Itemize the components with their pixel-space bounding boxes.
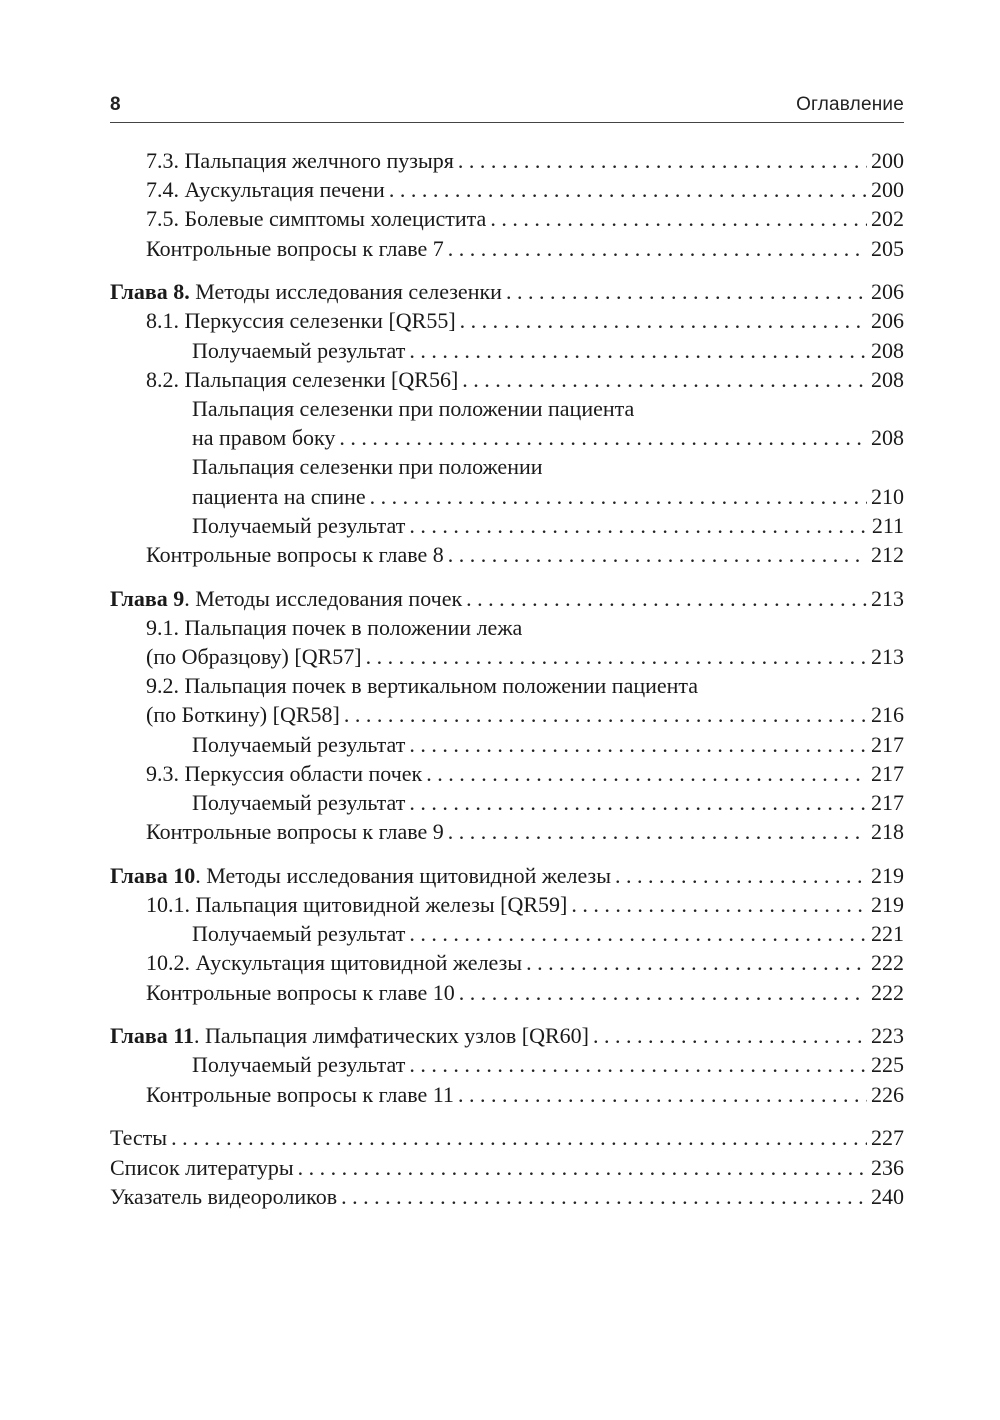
toc-entry[interactable] (110, 642, 904, 671)
toc-entry-title: 10.2. Аускультация щитовидной железы (146, 950, 523, 976)
toc-page-number: 205 (871, 235, 904, 261)
dot-leader (448, 817, 867, 846)
toc-entry-title: Контрольные вопросы к главе 11 (146, 1081, 454, 1107)
toc-page-number: 200 (871, 148, 904, 173)
dot-leader (426, 759, 867, 788)
toc-entry-title: 7.4. Аускультация печени (146, 177, 385, 203)
toc-page-number: 212 (871, 541, 904, 567)
dot-leader (409, 336, 867, 365)
dot-leader (298, 1153, 867, 1182)
dot-leader (460, 306, 867, 335)
dot-leader (458, 1080, 867, 1109)
chapter-title-text: Методы исследования селезенки (189, 279, 502, 305)
toc-chapter-entry[interactable] (110, 1021, 904, 1050)
toc-entry-title: 7.5. Болевые симптомы холецистита (146, 206, 487, 232)
toc-entry-line1[interactable]: Пальпация селезенки при положении пациента (192, 396, 635, 421)
dot-leader (448, 540, 867, 569)
toc-entry[interactable] (110, 336, 904, 365)
toc-entry-title: Контрольные вопросы к главе 9 (146, 819, 444, 845)
toc-entry[interactable] (110, 948, 904, 977)
chapter-label: Глава 8. (110, 279, 190, 305)
chapter-title-text: . Методы исследования почек (184, 585, 463, 611)
toc-chapter-entry[interactable] (110, 584, 904, 613)
toc-page-number: 227 (871, 1125, 904, 1151)
toc-entry-title: Получаемый результат (192, 1052, 406, 1078)
toc-entry[interactable] (110, 1182, 904, 1211)
toc-page-number: 202 (871, 206, 904, 232)
page-header (110, 94, 904, 123)
toc-entry[interactable] (110, 511, 904, 540)
toc-entry[interactable] (110, 759, 904, 788)
toc-page-number: 226 (871, 1081, 904, 1107)
toc-page-number: 213 (871, 644, 904, 669)
toc-entry-title: (по Боткину) [QR58] (146, 702, 340, 728)
chapter-label: Глава 11 (110, 1023, 195, 1049)
dot-leader (409, 511, 868, 540)
toc-page-number: 200 (871, 177, 904, 203)
toc-page-number: 208 (871, 337, 904, 363)
toc-page-number: 225 (871, 1052, 904, 1078)
dot-leader (409, 919, 867, 948)
dot-leader (409, 788, 867, 817)
toc-entry-title: 7.3. Пальпация желчного пузыря (146, 148, 454, 173)
toc-chapter-title (110, 861, 611, 890)
toc-entry-title: Контрольные вопросы к главе 10 (146, 979, 455, 1005)
table-of-contents (110, 146, 904, 1211)
toc-entry-line1[interactable]: 9.1. Пальпация почек в положении лежа (146, 614, 523, 640)
toc-entry[interactable] (110, 1080, 904, 1109)
dot-leader (389, 175, 867, 204)
toc-entry[interactable] (110, 306, 904, 335)
toc-entry[interactable] (110, 1050, 904, 1079)
toc-entry-title: Контрольные вопросы к главе 7 (146, 235, 444, 261)
toc-entry-title: 9.3. Перкуссия области почек (146, 760, 423, 786)
toc-page-number: 218 (871, 819, 904, 845)
toc-entry-title: Получаемый результат (192, 789, 406, 815)
toc-entry-title: пациента на спине (192, 483, 366, 509)
dot-leader (571, 890, 867, 919)
dot-leader (409, 1050, 867, 1079)
dot-leader (458, 146, 867, 175)
toc-page-number: 208 (871, 366, 904, 392)
toc-entry[interactable] (110, 146, 904, 175)
toc-page-number: 222 (871, 950, 904, 976)
toc-entry-line1[interactable]: 9.2. Пальпация почек в вертикальном положении пациента (146, 673, 699, 699)
dot-leader (615, 861, 867, 890)
toc-entry-title: Получаемый результат (192, 731, 406, 757)
chapter-label: Глава 10 (110, 862, 196, 888)
toc-entry[interactable] (110, 540, 904, 569)
dot-leader (344, 700, 867, 729)
dot-leader (526, 948, 867, 977)
toc-page-number: 236 (871, 1154, 904, 1180)
toc-entry[interactable] (110, 919, 904, 948)
dot-leader (506, 277, 867, 306)
toc-entry[interactable] (110, 700, 904, 729)
toc-page-number: 219 (871, 862, 904, 888)
toc-entry[interactable] (110, 482, 904, 511)
toc-entry[interactable] (110, 788, 904, 817)
toc-entry-title: Тесты (110, 1125, 168, 1151)
dot-leader (593, 1021, 867, 1050)
dot-leader (341, 1182, 867, 1211)
toc-entry-title: 8.1. Перкуссия селезенки [QR55] (146, 308, 456, 334)
toc-entry[interactable] (110, 204, 904, 233)
toc-entry-line1[interactable]: Пальпация селезенки при положении (192, 454, 543, 480)
dot-leader (448, 234, 867, 263)
chapter-title-text: . Методы исследования щитовидной железы (195, 862, 612, 888)
toc-entry[interactable] (110, 1153, 904, 1182)
toc-entry-title: 10.1. Пальпация щитовидной железы [QR59] (146, 892, 568, 917)
toc-entry[interactable] (110, 817, 904, 846)
toc-page-number: 206 (871, 308, 904, 334)
toc-entry-title: Список литературы (110, 1154, 294, 1180)
dot-leader (490, 204, 867, 233)
toc-entry-title: Контрольные вопросы к главе 8 (146, 541, 444, 567)
toc-entry-title: Получаемый результат (192, 512, 406, 538)
toc-page-number: 223 (871, 1023, 904, 1049)
page-number: 8 (110, 94, 121, 115)
toc-page-number: 206 (871, 279, 904, 305)
toc-page-number: 222 (871, 979, 904, 1005)
toc-page-number: 221 (871, 921, 904, 947)
toc-page-number: 240 (871, 1183, 904, 1209)
toc-page-number: 216 (871, 702, 904, 728)
toc-entry-title: Получаемый результат (192, 337, 406, 363)
toc-entry[interactable] (110, 423, 904, 452)
toc-entry[interactable] (110, 175, 904, 204)
toc-page-number: 208 (871, 425, 904, 451)
toc-page-number: 211 (871, 512, 904, 538)
toc-entry[interactable] (110, 978, 904, 1007)
toc-entry[interactable] (110, 1123, 904, 1152)
toc-entry-title: на правом боку (192, 425, 336, 451)
running-title: Оглавление (796, 94, 904, 115)
dot-leader (459, 978, 867, 1007)
toc-chapter-entry[interactable] (110, 861, 904, 890)
toc-entry[interactable] (110, 234, 904, 263)
toc-page-number: 213 (871, 585, 904, 611)
dot-leader (466, 584, 867, 613)
toc-chapter-title (110, 1021, 589, 1050)
toc-entry-title: 8.2. Пальпация селезенки [QR56] (146, 366, 459, 392)
dot-leader (171, 1123, 867, 1152)
toc-entry[interactable] (110, 365, 904, 394)
toc-entry[interactable] (110, 890, 904, 919)
dot-leader (370, 482, 867, 511)
toc-entry-title: Указатель видеороликов (110, 1183, 338, 1209)
chapter-title-text: . Пальпация лимфатических узлов [QR60] (194, 1023, 589, 1049)
toc-entry[interactable] (110, 730, 904, 759)
toc-page-number: 219 (871, 892, 904, 917)
toc-chapter-title (110, 277, 502, 306)
toc-entry-title: Получаемый результат (192, 921, 406, 947)
toc-page-number: 217 (871, 731, 904, 757)
dot-leader (339, 423, 867, 452)
toc-chapter-entry[interactable] (110, 277, 904, 306)
dot-leader (409, 730, 867, 759)
dot-leader (366, 642, 867, 671)
toc-entry-title: (по Образцову) [QR57] (146, 644, 362, 669)
chapter-label: Глава 9 (110, 585, 185, 611)
toc-chapter-title (110, 584, 462, 613)
toc-page-number: 217 (871, 760, 904, 786)
toc-page-number: 217 (871, 789, 904, 815)
toc-page-number: 210 (871, 483, 904, 509)
dot-leader (462, 365, 867, 394)
